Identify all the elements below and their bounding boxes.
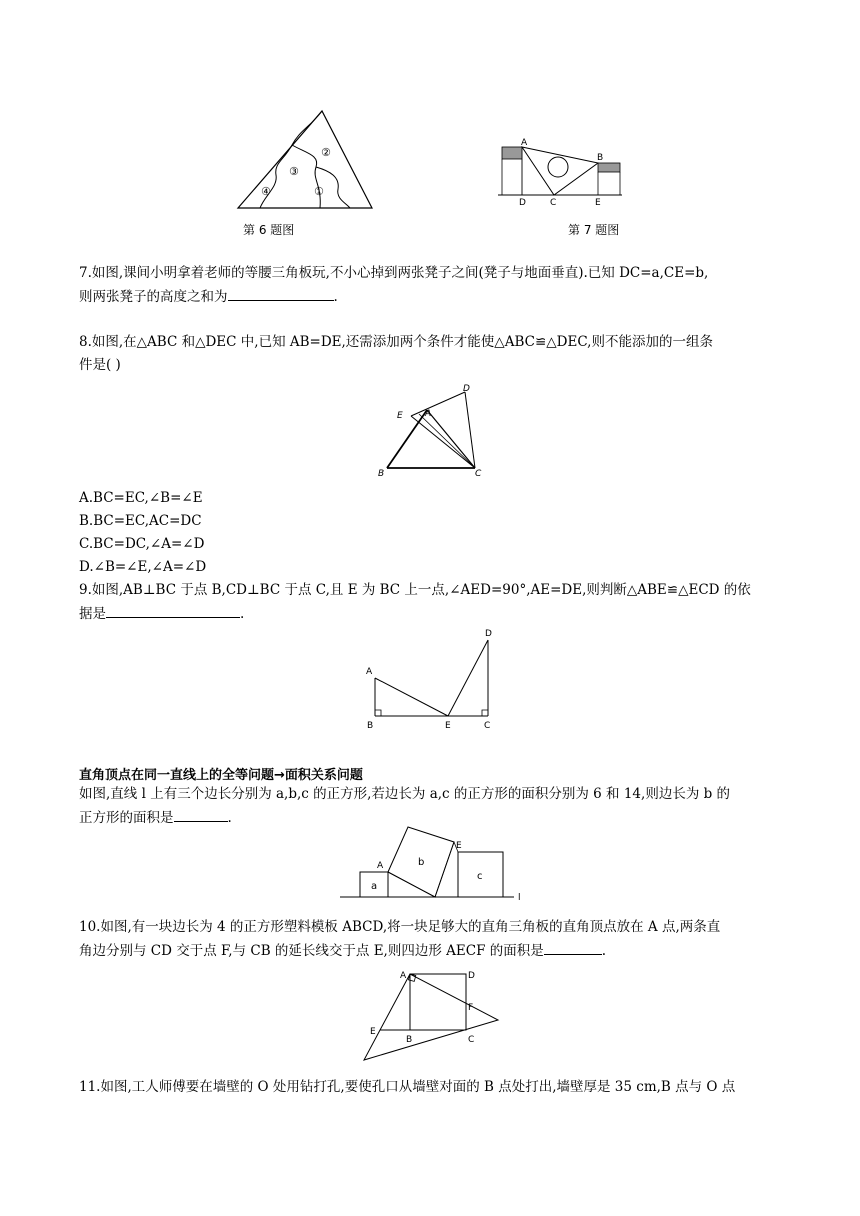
fig6-caption: 第 6 题图: [243, 223, 295, 237]
fig7-label-E: E: [595, 198, 601, 207]
option-C[interactable]: C.BC=DC,∠A=∠D: [79, 536, 205, 552]
squares-label-A: A: [377, 861, 384, 871]
figure-7: [490, 135, 630, 207]
question-9-line1: 9.如图,AB⊥BC 于点 B,CD⊥BC 于点 C,且 E 为 BC 上一点,∠AED=90°,AE=DE,则判断△ABE≌△ECD 的依: [79, 582, 751, 598]
fig8-label-E: E: [397, 411, 403, 421]
question-9-text: 据是: [79, 606, 106, 622]
figure-6: [230, 105, 380, 215]
fig9-label-D: D: [485, 629, 492, 639]
answer-blank-section[interactable]: [174, 806, 228, 822]
fig10-label-B: B: [406, 1035, 413, 1045]
section-question-text: 正方形的面积是: [79, 810, 174, 826]
fig6-label-2: ②: [321, 146, 331, 159]
fig7-label-C: C: [550, 198, 557, 207]
fig10-label-D: D: [468, 971, 475, 981]
fig10-label-E: E: [370, 1027, 376, 1037]
fig8-label-B: B: [378, 469, 385, 479]
squares-label-E: E: [456, 841, 462, 851]
squares-label-a: a: [371, 881, 378, 892]
fig9-label-C: C: [484, 721, 491, 731]
question-7-line1: 7.如图,课间小明拿着老师的等腰三角板玩,不小心掉到两张凳子之间(凳子与地面垂直).已知 DC=a,CE=b,: [79, 265, 709, 281]
section-question-line1: 如图,直线 l 上有三个边长分别为 a,b,c 的正方形,若边长为 a,c 的正方形的面积分别为 6 和 14,则边长为 b 的: [79, 786, 731, 802]
question-10-line2: 角边分别与 CD 交于点 F,与 CB 的延长线交于点 E,则四边形 AECF 的面积是 .: [79, 939, 783, 963]
fig8-label-A: A: [425, 409, 432, 419]
fig10-label-C: C: [468, 1035, 475, 1045]
question-8-line2: 件是( ): [79, 357, 121, 373]
answer-blank-9[interactable]: [106, 602, 240, 618]
fig6-label-3: ③: [289, 165, 299, 178]
section-heading: 直角顶点在同一直线上的全等问题→面积关系问题: [79, 768, 363, 783]
fig7-label-A: A: [521, 138, 528, 148]
figure-10: [360, 966, 505, 1066]
question-9-line2: 据是 .: [79, 602, 783, 626]
question-7-text: 则两张凳子的高度之和为: [79, 289, 228, 305]
squares-label-l: l: [518, 893, 521, 902]
squares-label-b: b: [418, 857, 425, 868]
fig7-caption: 第 7 题图: [568, 223, 620, 237]
figure-8: [375, 382, 485, 482]
section-question-line2: 正方形的面积是 .: [79, 806, 783, 830]
fig6-label-1: ①: [314, 185, 324, 198]
figure-9: [360, 624, 500, 734]
question-8-line1: 8.如图,在△ABC 和△DEC 中,已知 AB=DE,还需添加两个条件才能使△ABC≌△DEC,则不能添加的一组条: [79, 334, 713, 350]
option-B[interactable]: B.BC=EC,AC=DC: [79, 513, 202, 529]
fig6-label-4: ④: [261, 185, 271, 198]
fig9-label-B: B: [367, 721, 374, 731]
question-11-line1: 11.如图,工人师傅要在墙壁的 O 处用钻打孔,要使孔口从墙壁对面的 B 点处打出,墙壁厚是 35 cm,B 点与 O 点: [79, 1079, 736, 1095]
answer-blank-7[interactable]: [228, 285, 334, 301]
figure-squares: [338, 822, 533, 902]
fig7-label-B: B: [597, 153, 604, 163]
option-A[interactable]: A.BC=EC,∠B=∠E: [79, 490, 203, 506]
question-10-text: 角边分别与 CD 交于点 F,与 CB 的延长线交于点 E,则四边形 AECF 的面积是: [79, 943, 544, 959]
fig7-label-D: D: [519, 198, 526, 207]
question-7-line2: 则两张凳子的高度之和为 .: [79, 285, 783, 309]
fig9-label-E: E: [445, 721, 451, 731]
fig8-label-C: C: [475, 469, 482, 479]
fig9-label-A: A: [366, 667, 373, 677]
question-10-line1: 10.如图,有一块边长为 4 的正方形塑料模板 ABCD,将一块足够大的直角三角板的直角顶点放在 A 点,两条直: [79, 919, 721, 935]
squares-label-c: c: [477, 871, 483, 882]
answer-blank-10[interactable]: [544, 939, 602, 955]
option-D[interactable]: D.∠B=∠E,∠A=∠D: [79, 559, 207, 575]
fig8-label-D: D: [463, 384, 470, 394]
fig10-label-F: F: [468, 1003, 474, 1013]
fig10-label-A: A: [400, 971, 407, 981]
